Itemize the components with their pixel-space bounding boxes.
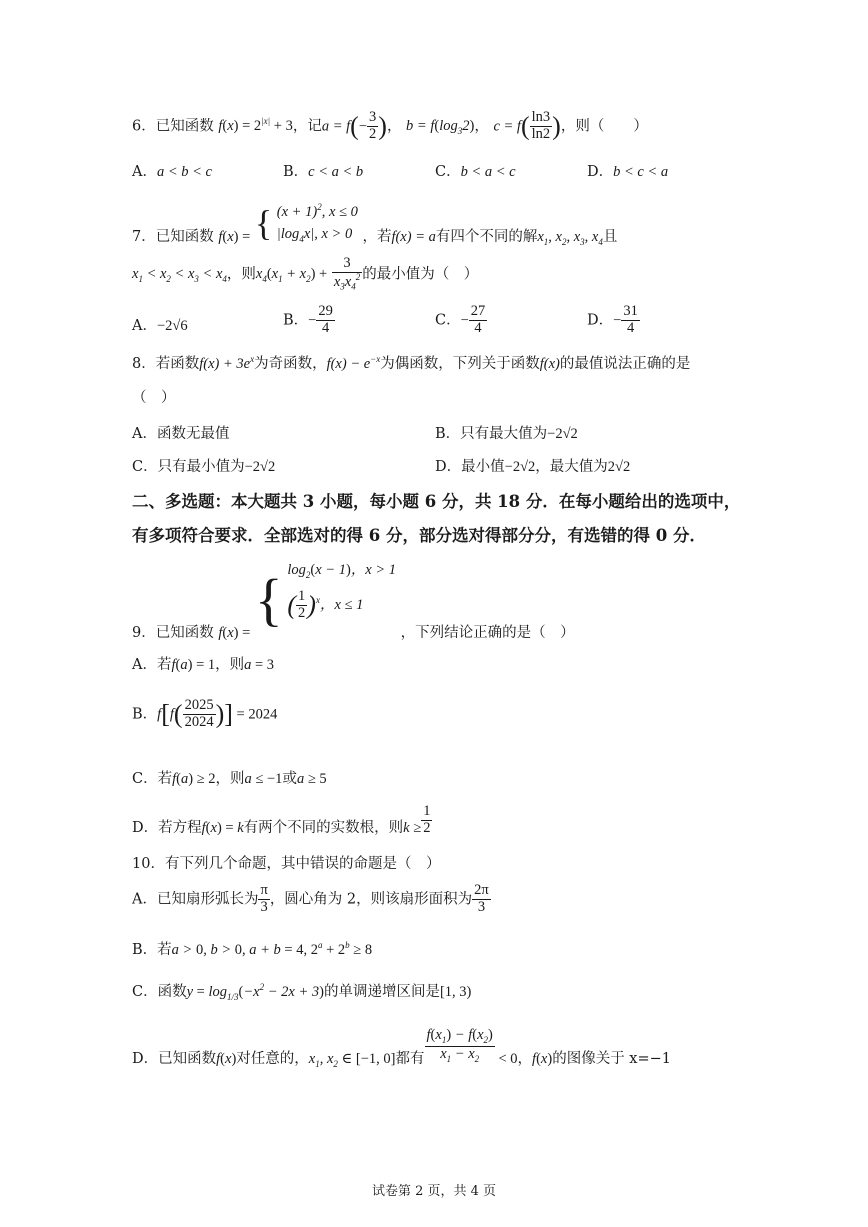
q6-option-b[interactable]: B．c < a < b	[283, 164, 364, 180]
q8-option-b[interactable]: B．只有最大值为−2√2	[435, 426, 578, 442]
q6-frac-3-2: $\frac{3}{2}$	[369, 109, 377, 142]
q9-stem-line: 9．已知函数 f(x) = { $\log_2(x - 1)$，x > 1 ( $\frac{1}{2}$ )$^x$，x ≤ 1 ，下列结论正确的是（ ）	[132, 562, 575, 641]
section2-heading-line2: 有多项符合要求．全部选对的得 6 分，部分选对得部分分，有选错的得 0 分．	[132, 526, 706, 545]
q6-option-c[interactable]: C．b < a < c	[435, 164, 516, 180]
q6-frac-ln: $\frac{\ln 3}{\ln 2}$	[531, 109, 551, 142]
q8-paren: （ ）	[132, 390, 176, 406]
q10-option-d[interactable]: D．已知函数f(x)对任意的，$x_1$, $x_2$ ∈ [−1, 0]都有 $\frac{f(x_1) - f(x_2)}{x_1 - x_2}$ < 0，f(x)的图像关于 x=−1	[132, 1027, 672, 1070]
page-footer: 试卷第 2 页，共 4 页	[371, 1184, 497, 1199]
q7-option-a[interactable]: A．−2√6	[132, 318, 188, 334]
q10-stem: 10．有下列几个命题，其中错误的命题是（ ）	[132, 856, 441, 872]
q6-mid: ，记	[292, 118, 322, 135]
q8-option-a[interactable]: A．函数无最值	[132, 426, 230, 442]
q6-stem: 6．已知函数	[132, 118, 214, 135]
q7-stem-line: 7．已知函数 f(x) = { $(x + 1)^2$, x ≤ 0 $|\log_4x|$, x > 0 ，若f(x) = a有四个不同的解$x_1$, $x_2$, $x_3$, $x_4$且	[132, 196, 617, 250]
q6-option-a[interactable]: A．a < b < c	[132, 164, 212, 180]
q6-b-def: $b = f(\log_32)$	[406, 118, 475, 137]
q9-piecewise: $\log_2(x - 1)$，x > 1 ( $\frac{1}{2}$ )$^x$，x ≤ 1	[287, 562, 397, 621]
q6-a-def: a = f	[321, 118, 351, 135]
q6-stem-line: 6．已知函数 $f(x) = 2^{|x|} + 3$，记a = f(− $\frac{3}{2}$ )， $b = f(\log_32)$， c = f( $\frac{\ln 3}{\ln 2}$ )，则（ ）	[132, 109, 648, 142]
q8-stem-line: 8．若函数$f(x) + 3e^x$为奇函数，$f(x) - e^{-x}$为偶函数，下列关于函数f(x)的最值说法正确的是	[132, 354, 691, 372]
q6-tail: ，则（ ）	[560, 118, 648, 135]
q6-function: $f(x) = 2^{|x|} + 3$	[218, 116, 293, 135]
q10-option-c[interactable]: C．函数$y = \log_{1/3}(-x^2 - 2x + 3)$的单调递增区间是[1, 3)	[132, 982, 472, 1002]
q9-option-b[interactable]: B．f[f( $\frac{2025}{2024}$ )] = 2024	[132, 697, 278, 730]
q9-option-a[interactable]: A．若f(a) = 1，则a = 3	[132, 657, 275, 673]
q9-option-d[interactable]: D．若方程f(x) = k有两个不同的实数根，则k ≥ $\frac{1}{2}$	[132, 803, 431, 837]
section2-heading-line1: 二、多选题：本大题共 3 小题，每小题 6 分，共 18 分．在每小题给出的选项中，	[132, 492, 741, 511]
q7-line2: $x_1 < x_2 < x_3 < x_4$，则$x_4(x_1 + x_2)$ + $\frac{3}{x_3x_4^2}$ 的最小值为（ ）	[132, 255, 479, 292]
q6-option-d[interactable]: D．b < c < a	[587, 164, 669, 180]
q8-option-c[interactable]: C．只有最小值为−2√2	[132, 459, 276, 475]
q7-option-b[interactable]: B．− $\frac{29}{4}$	[283, 303, 333, 336]
q8-option-d[interactable]: D．最小值−2√2，最大值为2√2	[435, 459, 631, 475]
q7-piecewise: $(x + 1)^2$, x ≤ 0 $|\log_4x|$, x > 0	[276, 202, 358, 244]
q7-option-c[interactable]: C．− $\frac{27}{4}$	[435, 303, 486, 336]
q10-option-a[interactable]: A．已知扇形弧长为 $\frac{\pi}{3}$ ，圆心角为 2，则该扇形面积为 $\frac{2\pi}{3}$	[132, 882, 489, 915]
q7-option-d[interactable]: D．− $\frac{31}{4}$	[587, 303, 638, 336]
q10-option-b[interactable]: B．若a > 0, b > 0, a + b = 4, $2^a + 2^b \ge 8$	[132, 940, 373, 958]
q9-option-c[interactable]: C．若f(a) ≥ 2，则a ≤ −1或a ≥ 5	[132, 771, 327, 787]
q6-c-def: c = f	[493, 118, 521, 135]
